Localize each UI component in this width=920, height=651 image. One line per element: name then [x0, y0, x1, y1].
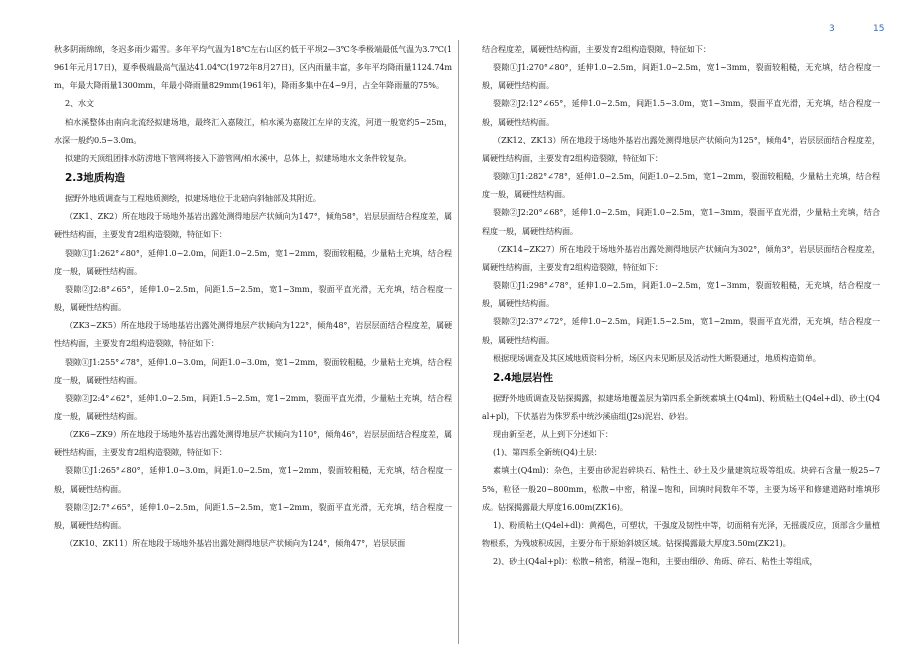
fracture-j2-paragraph: 裂隙②J2:37°∠72°，延伸1.0~2.5m，间距1.5~2.5m，宽1~2mm，裂面平直光滑，无充填，结合程度一般，属硬性结构面。	[482, 316, 880, 345]
climate-paragraph: 秋多阴雨绵绵，冬迟多雨少霜雪。多年平均气温为18℃左右山区约低于平坝2—3℃冬季极端最低气温为3.7℃(1961年元月17日)，夏季极端最高气温达41.04℃(1972年8月27日)，区内雨量丰富，多年平均降雨量1124.74mm，年最大降雨量1300mm，年最小降雨量829mm(1961年)，降雨多集中在4~9月，占全年降雨量的75%。	[54, 44, 452, 91]
fill-soil-paragraph: 素填土(Q4ml)：杂色，主要由砂泥岩碎块石、粘性土、砂土及少量建筑垃圾等组成。块碎石含量一般25~75%，粒径一般20~800mm，松散~中密，稍湿~饱和，回填时间数年不等，主要为场平和修建道路时堆填形成。钻探揭露最大厚度16.00m(ZK16)。	[482, 465, 880, 512]
fracture-j1-paragraph: 裂隙①J1:265°∠80°，延伸1.0~3.0m，间距1.0~2.5m，宽1~2mm，裂面较粗糙，无充填，结合程度一般，属硬性结构面。	[54, 465, 452, 494]
fracture-j2-paragraph: 裂隙②J2:4°∠62°，延伸1.0~2.5m，间距1.5~2.5m，宽1~2mm，裂面平直光滑，少量粘土充填，结合程度一般，属硬性结构面。	[54, 392, 452, 421]
zk12-zk13-paragraph: （ZK12、ZK13）所在地段于场地外基岩出露处测得地层产状倾向为125°，倾角4°，岩层层面结合程度差，属硬性结构面，主要发育2组构造裂隙，特征如下：	[482, 134, 880, 163]
survey-paragraph: 据野外地质调查与工程地质测绘，拟建场地位于北碚向斜轴部及其附近。	[65, 193, 321, 204]
fracture-j1-paragraph: 裂隙①J1:298°∠78°，延伸1.0~2.5m，间距1.0~2.5m，宽1~3mm，裂面较粗糙，无充填，结合程度一般，属硬性结构面。	[482, 280, 880, 309]
quaternary-heading: (1)、第四系全新统(Q4)土层：	[493, 447, 602, 458]
fracture-j1-paragraph: 裂隙①J1:255°∠78°，延伸1.0~3.0m，间距1.0~3.0m，宽1~2mm，裂面较粗糙，少量粘土充填，结合程度一般，属硬性结构面。	[54, 356, 452, 385]
zk3-zk5-paragraph: （ZK3~ZK5）所在地段于场地基岩出露处测得地层产状倾向为122°，倾角48°，岩层层面结合程度差，属硬性结构面，主要发育2组构造裂隙，特征如下：	[54, 320, 452, 349]
left-column	[54, 40, 452, 552]
silty-clay-paragraph: 1)、粉质粘土(Q4el+dl)：黄褐色，可塑状，干强度及韧性中等，切面稍有光泽，无摇震反应，顶部含少量植物根系，为残坡积成因，主要分布于原始斜坡区域。钻探揭露最大厚度3.50m(ZK21)。	[482, 519, 880, 549]
zk10-zk11-paragraph: （ZK10、ZK11）所在地段于场地外基岩出露处测得地层产状倾向为124°，倾角47°，岩层层面	[65, 538, 406, 549]
fracture-j2-paragraph: 裂隙②J2:20°∠68°，延伸1.0~2.5m，间距1.0~2.5m，宽1~3mm，裂面平直光滑，少量粘土充填，结合程度一般，属硬性结构面。	[482, 207, 880, 236]
fracture-j1-paragraph: 裂隙①J1:270°∠80°，延伸1.0~2.5m，间距1.0~2.5m，宽1~3mm，裂面较粗糙，无充填，结合程度一般，属硬性结构面。	[482, 62, 880, 91]
zk14-zk27-paragraph: （ZK14~ZK27）所在地段于场地外基岩出露处测得地层产状倾向为302°，倾角3°，岩层层面结合程度差，属硬性结构面，主要发育2组构造裂隙，特征如下：	[482, 243, 880, 272]
zk6-zk9-paragraph: （ZK6~ZK9）所在地段于场地外基岩出露处测得地层产状倾向为110°，倾角46°，岩层层面结合程度差，属硬性结构面，主要发育2组构造裂隙，特征如下：	[54, 429, 452, 458]
fracture-j2-paragraph: 裂隙②J2:12°∠65°，延伸1.0~2.5m，间距1.5~3.0m，宽1~3mm，裂面平直光滑，无充填，结合程度一般，属硬性结构面。	[482, 98, 880, 127]
section-heading-geological-structure: 2.3地质构造	[65, 172, 125, 185]
hydrology-heading: 2、水文	[65, 98, 95, 109]
drainage-paragraph: 拟建的天顶组团排水防涝地下管网将接入下游管网/柏水溪中，总体上，拟建场地水文条件较复杂。	[65, 152, 412, 163]
section-heading-stratigraphy: 2.4地层岩性	[493, 371, 553, 384]
zk1-zk2-paragraph: （ZK1、ZK2）所在地段于场地外基岩出露处测得地层产状倾向为147°，倾角58°，岩层层面结合程度差，属硬性结构面，主要发育2组构造裂隙，特征如下：	[54, 211, 452, 240]
order-paragraph: 现由新至老，从上到下分述如下：	[493, 429, 613, 440]
stream-paragraph: 柏水溪整体由南向北流经拟建场地，最终汇入嘉陵江，柏水溪为嘉陵江左岸的支流，河道一般宽约5~25m，水深一般约0.5~3.0m。	[54, 116, 452, 145]
page-number-current: 3	[829, 24, 835, 34]
page-number-total: 15	[873, 24, 885, 34]
structure-conclusion-paragraph: 根据现场调查及其区域地质资料分析，场区内未见断层及活动性大断裂通过，地质构造简单。	[493, 352, 821, 363]
sandy-soil-paragraph: 2)、砂土(Q4al+pl)：松散~稍密，稍湿~饱和，主要由细砂、角砾、碎石、粘性土等组成，	[493, 556, 818, 567]
fracture-j2-paragraph: 裂隙②J2:8°∠65°，延伸1.0~2.5m，间距1.5~2.5m，宽1~3mm，裂面平直光滑，无充填，结合程度一般，属硬性结构面。	[54, 283, 452, 313]
continued-paragraph: 结合程度差，属硬性结构面，主要发育2组构造裂隙，特征如下：	[482, 44, 711, 54]
overburden-paragraph: 据野外地质调查及钻探揭露，拟建场地覆盖层为第四系全新统素填土(Q4ml)、粉质粘土(Q4el+dl)、砂土(Q4al+pl)，下伏基岩为侏罗系中统沙溪庙组(J2s)泥岩、砂岩。	[482, 392, 880, 421]
right-column	[482, 40, 880, 570]
fracture-j1-paragraph: 裂隙①J1:282°∠78°，延伸1.0~2.5m，间距1.0~2.5m，宽1~2mm，裂面较粗糙，少量粘土充填，结合程度一般，属硬性结构面。	[482, 171, 880, 200]
fracture-j2-paragraph: 裂隙②J2:7°∠65°，延伸1.0~2.5m，间距1.5~2.5m，宽1~2mm，裂面平直光滑，无充填，结合程度一般，属硬性结构面。	[54, 501, 452, 530]
column-divider	[458, 40, 459, 644]
fracture-j1-paragraph: 裂隙①J1:262°∠80°，延伸1.0~2.0m，间距1.0~2.5m，宽1~2mm，裂面较粗糙，少量粘土充填，结合程度一般，属硬性结构面。	[54, 247, 452, 276]
